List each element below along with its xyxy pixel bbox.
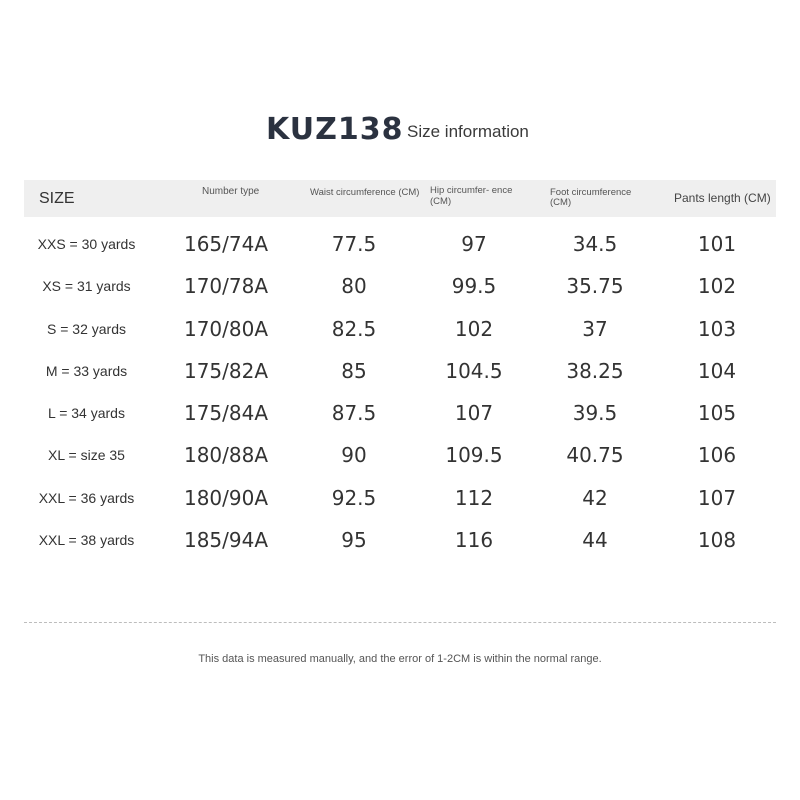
row-hip: 112 [454, 485, 494, 510]
row-foot: 34.5 [572, 232, 618, 256]
table-row [24, 392, 776, 434]
row-foot: 35.75 [566, 274, 624, 299]
row-number-type: 165/74A [183, 232, 269, 256]
row-waist: 90 [341, 443, 367, 468]
row-waist: 85 [341, 358, 367, 383]
row-waist: 80 [341, 274, 367, 299]
row-pants-length: 106 [697, 443, 737, 468]
row-waist: 82.5 [331, 316, 377, 341]
row-waist: 92.5 [331, 485, 377, 510]
row-foot: 37 [582, 316, 608, 341]
row-foot: 39.5 [572, 401, 618, 426]
header-hip: Hip circumfer- ence (CM) [430, 185, 513, 207]
row-number-type: 185/94A [183, 528, 269, 553]
row-pants-length: 103 [697, 316, 737, 341]
row-size: M = 33 yards [45, 362, 128, 379]
header-pants-length: Pants length (CM) [674, 191, 771, 205]
row-number-type: 170/80A [183, 316, 269, 341]
row-hip: 107 [454, 401, 494, 426]
row-hip: 99.5 [451, 274, 497, 299]
row-size: S = 32 yards [47, 320, 126, 337]
table-body [24, 223, 776, 561]
row-foot: 42 [582, 485, 608, 510]
row-waist: 87.5 [331, 401, 377, 426]
table-row [24, 350, 776, 392]
row-size: XL = size 35 [48, 447, 125, 464]
table-row [24, 308, 776, 350]
row-pants-length: 102 [697, 274, 737, 299]
header-number-type: Number type [202, 186, 260, 197]
table-row [24, 477, 776, 519]
row-foot: 38.25 [566, 358, 624, 383]
row-hip: 97 [461, 232, 487, 256]
divider [24, 622, 776, 623]
title-block [0, 112, 800, 152]
page-subtitle: Size information [407, 122, 529, 141]
row-pants-length: 104 [697, 358, 737, 383]
row-hip: 104.5 [445, 358, 503, 383]
row-hip: 116 [454, 528, 494, 553]
table-row [24, 519, 776, 561]
row-number-type: 180/90A [183, 485, 269, 510]
size-table [24, 180, 776, 561]
row-foot: 40.75 [566, 443, 624, 468]
row-size: L = 34 yards [48, 405, 125, 422]
row-number-type: 175/82A [183, 358, 269, 383]
row-number-type: 180/88A [183, 443, 269, 468]
row-size: XXL = 36 yards [38, 489, 135, 506]
row-pants-length: 108 [697, 528, 737, 553]
row-waist: 95 [341, 528, 367, 553]
header-size: SIZE [39, 190, 75, 207]
table-row [24, 434, 776, 476]
header-foot: Foot circumference (CM) [550, 187, 632, 208]
row-pants-length: 101 [697, 232, 737, 256]
table-row [24, 265, 776, 307]
row-number-type: 170/78A [183, 274, 269, 299]
product-code: KUZ138 [266, 112, 404, 147]
row-hip: 102 [454, 316, 494, 341]
row-number-type: 175/84A [183, 401, 269, 426]
row-pants-length: 105 [697, 401, 737, 426]
footer-note: This data is measured manually, and the error of 1-2CM is within the normal range. [198, 653, 602, 665]
row-size: XS = 31 yards [42, 278, 131, 295]
table-header [24, 180, 776, 217]
row-foot: 44 [582, 528, 608, 553]
row-waist: 77.5 [331, 232, 377, 256]
row-hip: 109.5 [445, 443, 503, 468]
row-size: XXS = 30 yards [37, 236, 136, 252]
row-size: XXL = 38 yards [38, 532, 135, 549]
table-row [24, 223, 776, 265]
header-waist: Waist circumference (CM) [310, 187, 420, 198]
row-pants-length: 107 [697, 485, 737, 510]
